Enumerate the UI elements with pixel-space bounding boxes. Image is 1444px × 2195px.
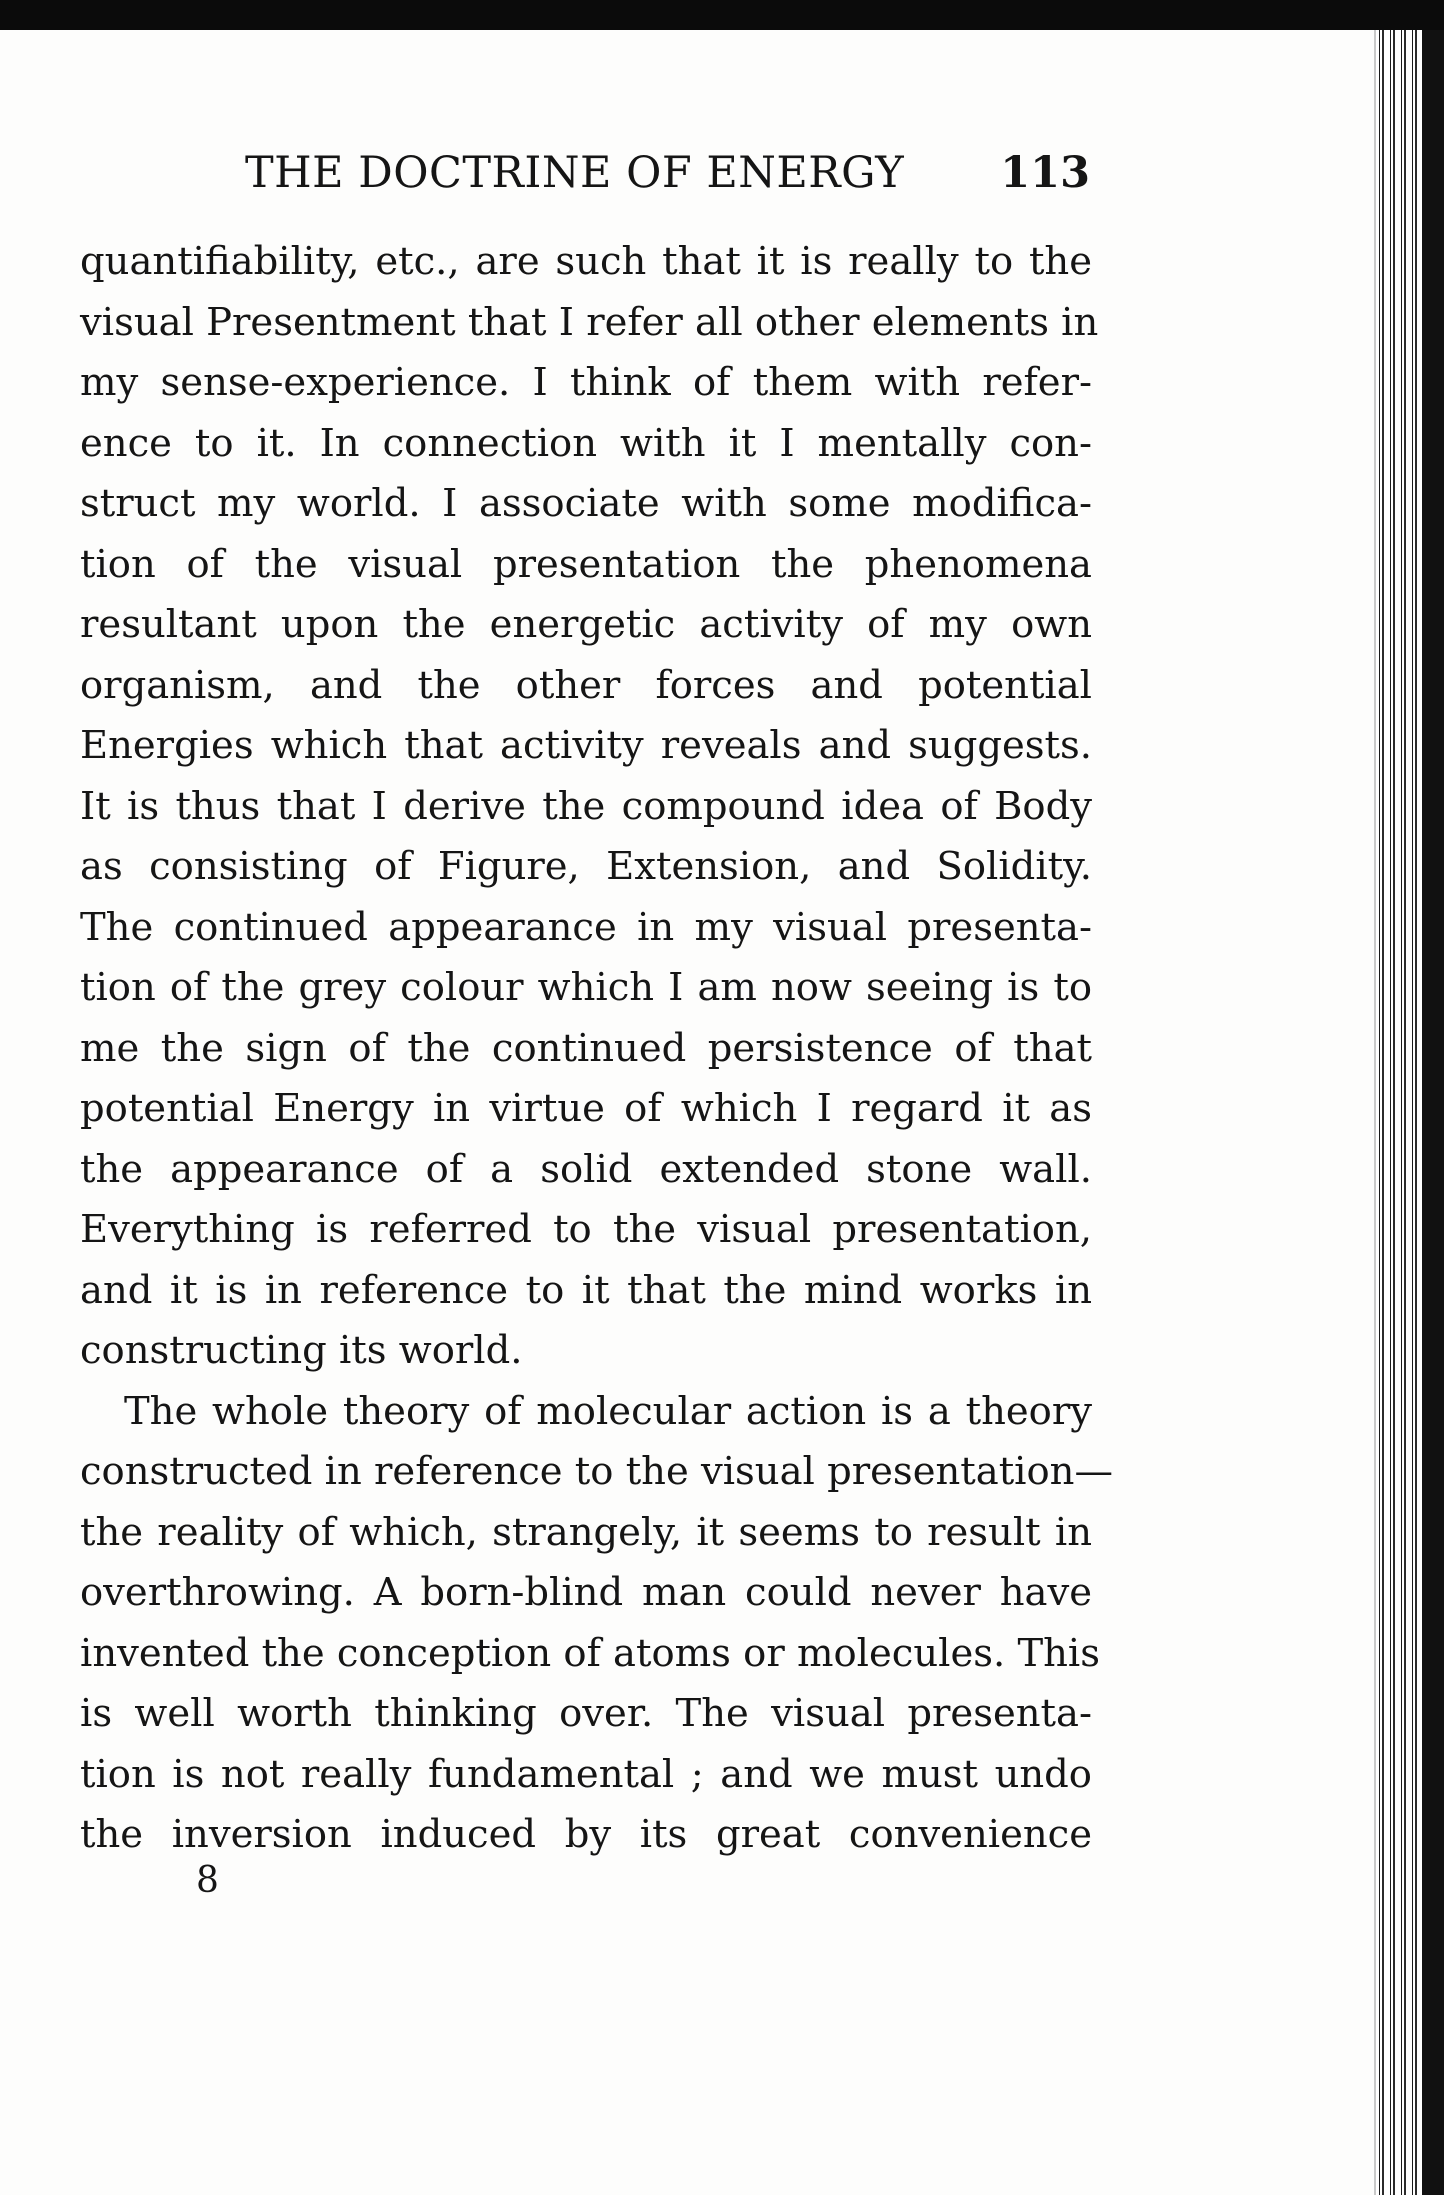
text-line: tion is not really fundamental ; and we must undo [80,1751,1092,1797]
text-line: The whole theory of molecular action is a theory [124,1388,1092,1434]
paragraph-2 [80,1382,1113,1866]
text-line: overthrowing. A born-blind man could never have [80,1570,1092,1615]
text-line: The continued appearance in my visual presenta- [80,904,1092,950]
body-text [80,232,1113,1866]
text-line: as consisting of Figure, Extension, and Solidity. [80,844,1092,889]
scan-top-border [0,0,1444,30]
running-head [80,148,1100,204]
text-line: tion of the visual presentation the phenomena [80,541,1092,587]
text-line: the reality of which, strangely, it seems to result in [80,1509,1092,1555]
text-line: ence to it. In connection with it I mentally con- [80,420,1092,466]
text-line: It is thus that I derive the compound idea of Body [80,783,1092,829]
text-line: me the sign of the continued persistence of that [80,1025,1092,1071]
text-line: struct my world. I associate with some modifica- [80,481,1092,526]
text-line: constructed in reference to the visual presentation— [80,1449,1113,1494]
text-line: my sense-experience. I think of them with refer- [80,360,1092,405]
text-line: visual Presentment that I refer all other elements in [80,299,1099,345]
text-line: Everything is referred to the visual presentation, [80,1207,1092,1252]
text-line: the inversion induced by its great convenience [80,1812,1092,1857]
text-line: is well worth thinking over. The visual presenta- [80,1691,1092,1736]
text-line: constructing its world. [80,1328,523,1373]
signature-mark: 8 [196,1860,219,1901]
paragraph-1 [80,232,1099,1382]
page-number: 113 [1000,148,1090,198]
running-title: THE DOCTRINE OF ENERGY [245,148,905,198]
text-line: and it is in reference to it that the mind works in [80,1267,1092,1313]
text-line: the appearance of a solid extended stone wall. [80,1146,1092,1192]
text-line: Energies which that activity reveals and suggests. [80,723,1092,768]
page-stack-shadow [1422,30,1444,2195]
text-line: resultant upon the energetic activity of my own [80,602,1092,647]
text-line: potential Energy in virtue of which I regard it as [80,1086,1092,1131]
text-line: tion of the grey colour which I am now seeing is to [80,965,1092,1010]
text-line: quantifiability, etc., are such that it is really to the [80,239,1092,284]
text-line: invented the conception of atoms or molecules. This [80,1630,1101,1676]
text-line: organism, and the other forces and potential [80,662,1092,708]
